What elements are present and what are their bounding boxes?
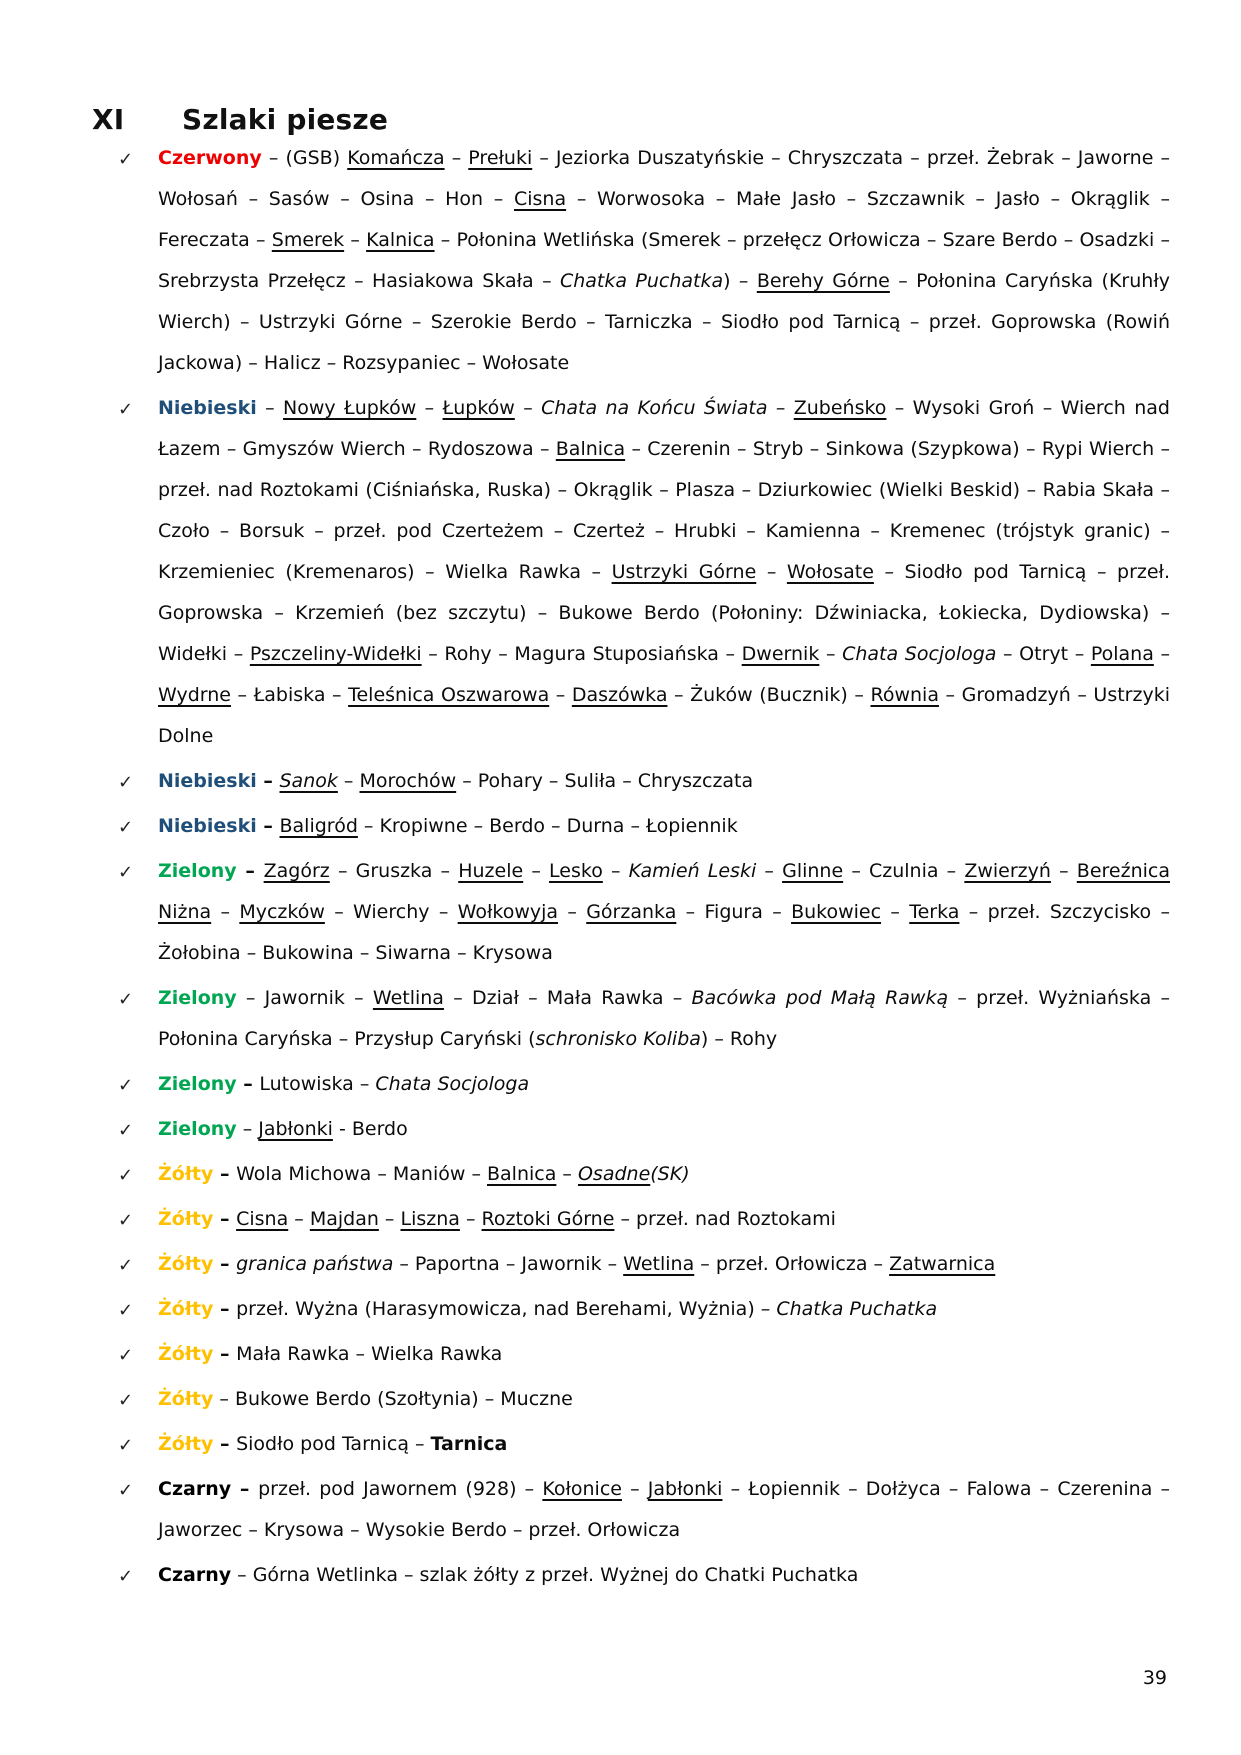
checkmark-icon: ✓ xyxy=(118,1566,134,1587)
checkmark-icon: ✓ xyxy=(118,1120,134,1141)
trail-text: przeł. pod Jawornem (928) – xyxy=(258,1478,543,1500)
place-name: Morochów xyxy=(359,770,457,792)
place-name: Terka xyxy=(909,901,960,923)
trail-text: – xyxy=(514,397,542,419)
trail-text: – xyxy=(558,901,587,923)
trail-color-label: Niebieski xyxy=(158,815,257,837)
place-name: Jabłonki xyxy=(647,1478,723,1500)
trail-color-label: Zielony xyxy=(158,860,237,882)
trail-item xyxy=(118,1244,1170,1285)
trail-text: – przeł. nad Roztokami xyxy=(614,1208,836,1230)
checkmark-icon: ✓ xyxy=(118,1210,134,1231)
trail-text: – xyxy=(236,1118,259,1140)
trail-item xyxy=(118,851,1170,974)
trail-text: – xyxy=(236,1073,260,1095)
checkmark-icon: ✓ xyxy=(118,1300,134,1321)
trail-item xyxy=(118,1289,1170,1330)
section-number: XI xyxy=(92,102,125,136)
trail-item xyxy=(118,138,1171,384)
trail-text: – xyxy=(767,397,794,419)
place-name: Wetlina xyxy=(623,1253,695,1275)
trail-text: – Połonina Caryńska (Kruhły Wierch) – Ustrzyki Górne – Szerokie Berdo – Tarniczka – Siodło pod Tarnicą – przeł. Goprowska (Rowiń Jackowa) – Halicz – Rozsypaniec – Wołosate xyxy=(158,270,1170,374)
trail-color-label: Zielony xyxy=(158,987,237,1009)
trail-text: – Gromadzyń – Ustrzyki Dolne xyxy=(158,684,1170,747)
place-name: Nowy Łupków xyxy=(283,397,417,419)
trail-item xyxy=(118,1424,1170,1465)
trail-item xyxy=(118,978,1170,1060)
trail-text: – Pohary – Suliła – Chryszczata xyxy=(456,770,754,792)
trail-text: – xyxy=(213,1343,237,1365)
trail-text: – Paportna – Jawornik – xyxy=(393,1253,624,1275)
checkmark-icon: ✓ xyxy=(118,1075,134,1096)
trail-text: – Czerenin – Stryb – Sinkowa (Szypkowa) – Rypi Wierch – przeł. nad Roztokami (Ciśniańska, Ruska) – Okrąglik – Plasza – Dziurkowiec (Wielki Beskid) – Rabia Skała – Czoło – Borsuk – przeł. pod Czerteżem – Czerteż – Hrubki – Kamienna – Kremenec (trójstyk granic) – Krzemieniec (Kremenaros) – Wielka Rawka – xyxy=(158,438,1170,583)
trail-text: – Figura – xyxy=(676,901,792,923)
trail-text: – xyxy=(378,1208,401,1230)
trail-text: – przeł. Szczycisko – Żołobina – Bukowina – Siwarna – Krysowa xyxy=(158,901,1170,964)
trail-color-label: Zielony xyxy=(158,1118,237,1140)
place-name: Pszczeliny-Widełki xyxy=(249,643,422,665)
trail-color-label: Żółty xyxy=(158,1163,214,1185)
trail-color-label: Żółty xyxy=(158,1208,214,1230)
trail-color-label: Czarny xyxy=(158,1564,232,1586)
trail-text: – Bukowe Berdo (Szołtynia) – Muczne xyxy=(213,1388,573,1410)
trail-text: – xyxy=(523,860,550,882)
trail-text: – Jeziorka Duszatyńskie – Chryszczata – przeł. Żebrak – Jaworne – Wołosań – Sasów – Osina – Hon – xyxy=(158,147,1171,210)
place-name: Smerek xyxy=(271,229,345,251)
trail-color-label: Żółty xyxy=(158,1343,214,1365)
trail-text: – xyxy=(213,1298,237,1320)
place-name: Bukowiec xyxy=(791,901,882,923)
trail-text: – xyxy=(231,1478,259,1500)
checkmark-icon: ✓ xyxy=(118,989,134,1010)
trail-item xyxy=(118,1555,1170,1596)
trail-text: – xyxy=(236,860,264,882)
trail-text: – przeł. Wyżniańska – Połonina Caryńska – Przysłup Caryński ( xyxy=(158,987,1170,1050)
checkmark-icon: ✓ xyxy=(118,772,134,793)
page-number: 39 xyxy=(1142,1667,1167,1689)
place-name: Jabłonki xyxy=(258,1118,333,1140)
trail-text: Wola Michowa – Maniów – xyxy=(236,1163,487,1185)
checkmark-icon: ✓ xyxy=(118,1255,134,1276)
place-name: Osadne xyxy=(577,1163,651,1185)
trail-text: – Otryt – xyxy=(996,643,1091,665)
place-name: Cisna xyxy=(236,1208,289,1230)
place-name: Lesko xyxy=(549,860,603,882)
trail-text: – Worwosoka – Małe Jasło – Szczawnik – Jasło – Okrąglik – Fereczata – xyxy=(158,188,1170,251)
place-name: Glinne xyxy=(782,860,844,882)
trail-text: – xyxy=(256,770,280,792)
trail-text: – Górna Wetlinka – szlak żółty z przeł. Wyżnej do Chatki Puchatka xyxy=(231,1564,859,1586)
place-name: Huzele xyxy=(458,860,524,882)
checkmark-icon: ✓ xyxy=(118,1480,134,1501)
trail-text: – xyxy=(256,397,284,419)
trail-text: Chata na Końcu Świata xyxy=(541,397,768,419)
trail-text: – xyxy=(602,860,629,882)
place-name: Baligród xyxy=(279,815,358,837)
checkmark-icon: ✓ xyxy=(118,1165,134,1186)
place-name: Dwernik xyxy=(741,643,820,665)
trail-text: – xyxy=(819,643,843,665)
trail-color-label: Czarny xyxy=(158,1478,232,1500)
trail-text: – xyxy=(213,1208,237,1230)
checkmark-icon: ✓ xyxy=(118,399,134,420)
place-name: Zwierzyń xyxy=(964,860,1051,882)
trail-text: – (GSB) xyxy=(261,147,348,169)
trail-text: Chata Socjologa xyxy=(842,643,997,665)
section-title: Szlaki piesze xyxy=(182,102,389,136)
checkmark-icon: ✓ xyxy=(118,149,134,170)
trail-text: – Żuków (Bucznik) – xyxy=(667,684,871,706)
place-name: Wołkowyja xyxy=(457,901,559,923)
trail-item xyxy=(118,1109,1170,1150)
place-name: Zagórz xyxy=(263,860,330,882)
place-name: Majdan xyxy=(309,1208,379,1230)
trail-text: – xyxy=(549,684,572,706)
place-name: Daszówka xyxy=(571,684,668,706)
trail-text: Kamień Leski xyxy=(628,860,757,882)
trail-text: Tarnica xyxy=(430,1433,508,1455)
trail-text: Chatka Puchatka xyxy=(776,1298,938,1320)
trail-item xyxy=(118,1379,1170,1420)
trail-text: – Łopiennik – Dołżyca – Falowa – Czerenina – Jaworzec – Krysowa – Wysokie Berdo – przeł. Orłowicza xyxy=(158,1478,1170,1541)
trail-text: Chata Socjologa xyxy=(375,1073,530,1095)
trail-color-label: Żółty xyxy=(158,1433,214,1455)
trail-item xyxy=(118,806,1170,847)
trail-list xyxy=(118,138,1171,1600)
trail-text: – xyxy=(556,1163,578,1185)
place-name: Równia xyxy=(870,684,939,706)
place-name: Wołosate xyxy=(786,561,874,583)
trail-text: – xyxy=(416,397,443,419)
checkmark-icon: ✓ xyxy=(118,817,134,838)
trail-text: przeł. Wyżna (Harasymowicza, nad Berehami, Wyżnia) – xyxy=(236,1298,777,1320)
checkmark-icon: ✓ xyxy=(118,1390,134,1411)
trail-text: – xyxy=(211,901,240,923)
trail-text: – xyxy=(1153,643,1170,665)
place-name: Liszna xyxy=(400,1208,460,1230)
trail-item xyxy=(118,761,1170,802)
trail-text: (SK) xyxy=(650,1163,690,1185)
checkmark-icon: ✓ xyxy=(118,1435,134,1456)
trail-text: Chatka Puchatka xyxy=(559,270,724,292)
trail-text: – xyxy=(881,901,910,923)
place-name: Kołonice xyxy=(542,1478,622,1500)
trail-text: – xyxy=(444,147,469,169)
place-name: Zatwarnica xyxy=(889,1253,996,1275)
trail-item xyxy=(118,1154,1170,1195)
trail-text: – xyxy=(459,1208,482,1230)
place-name: Berehy Górne xyxy=(756,270,890,292)
trail-color-label: Niebieski xyxy=(158,397,257,419)
trail-text: – xyxy=(337,770,360,792)
trail-text: - Berdo xyxy=(332,1118,408,1140)
trail-text: – przeł. Orłowicza – xyxy=(694,1253,890,1275)
trail-text: – xyxy=(213,1253,237,1275)
place-name: Sanok xyxy=(279,770,338,792)
place-name: Łupków xyxy=(442,397,515,419)
trail-color-label: Żółty xyxy=(158,1388,214,1410)
trail-color-label: Zielony xyxy=(158,1073,237,1095)
trail-text: Lutowiska – xyxy=(259,1073,376,1095)
trail-text: Siodło pod Tarnicą – xyxy=(236,1433,431,1455)
trail-item xyxy=(118,1469,1170,1551)
trail-text: – Dział – Mała Rawka – xyxy=(443,987,692,1009)
trail-text: – Wierchy – xyxy=(324,901,458,923)
place-name: Bereźnica Niżna xyxy=(158,860,1170,923)
place-name: Balnica xyxy=(487,1163,557,1185)
trail-text: – xyxy=(1050,860,1077,882)
trail-item xyxy=(118,1334,1170,1375)
trail-text: – Wysoki Groń – Wierch nad Łazem – Gmyszów Wierch – Rydoszowa – xyxy=(158,397,1170,460)
place-name: Wydrne xyxy=(158,684,231,706)
page-title xyxy=(92,103,388,136)
checkmark-icon: ✓ xyxy=(118,862,134,883)
trail-text: schronisko Koliba xyxy=(535,1028,701,1050)
trail-text: Bacówka pod Małą Rawką xyxy=(691,987,949,1009)
place-name: Górzanka xyxy=(586,901,677,923)
place-name: Ustrzyki Górne xyxy=(611,561,757,583)
place-name: Cisna xyxy=(513,188,567,210)
trail-text: – Gruszka – xyxy=(329,860,459,882)
trail-text: – Jawornik – xyxy=(236,987,373,1009)
place-name: Kalnica xyxy=(366,229,435,251)
trail-text: – xyxy=(756,561,787,583)
trail-color-label: Niebieski xyxy=(158,770,257,792)
place-name: Roztoki Górne xyxy=(481,1208,615,1230)
place-name: Prełuki xyxy=(468,147,533,169)
trail-item xyxy=(118,1064,1170,1105)
trail-text: – Rohy – Magura Stuposiańska – xyxy=(421,643,742,665)
trail-text: – Siodło pod Tarnicą – przeł. Goprowska – Krzemień (bez szczytu) – Bukowe Berdo (Połoniny: Dźwiniacka, Łokiecka, Dydiowska) – Widełki – xyxy=(158,561,1170,665)
place-name: Komańcza xyxy=(347,147,445,169)
place-name: Balnica xyxy=(555,438,626,460)
trail-text: – Łabiska – xyxy=(230,684,349,706)
trail-text: ) – xyxy=(723,270,757,292)
trail-text: – Połonina Wetlińska (Smerek – przełęcz Orłowicza – Szare Berdo – Osadzki – Srebrzysta Przełęcz – Hasiakowa Skała – xyxy=(158,229,1170,292)
checkmark-icon: ✓ xyxy=(118,1345,134,1366)
trail-text: – Czulnia – xyxy=(843,860,965,882)
trail-text: – Kropiwne – Berdo – Durna – Łopiennik xyxy=(357,815,738,837)
trail-text: ) – Rohy xyxy=(700,1028,778,1050)
trail-text: – xyxy=(288,1208,310,1230)
trail-text: – xyxy=(344,229,367,251)
trail-text: – xyxy=(621,1478,648,1500)
trail-color-label: Czerwony xyxy=(158,147,262,169)
trail-text: – xyxy=(256,815,280,837)
trail-text: – xyxy=(213,1163,237,1185)
trail-text: Mała Rawka – Wielka Rawka xyxy=(236,1343,503,1365)
trail-color-label: Żółty xyxy=(158,1253,214,1275)
trail-item xyxy=(118,1199,1170,1240)
trail-item xyxy=(118,388,1170,757)
place-name: Wetlina xyxy=(372,987,444,1009)
trail-text: – xyxy=(756,860,783,882)
place-name: Myczków xyxy=(239,901,325,923)
place-name: Polana xyxy=(1090,643,1154,665)
trail-text: – xyxy=(213,1433,237,1455)
trail-color-label: Żółty xyxy=(158,1298,214,1320)
place-name: Zubeńsko xyxy=(793,397,887,419)
place-name: Teleśnica Oszwarowa xyxy=(348,684,550,706)
trail-text: granica państwa xyxy=(236,1253,394,1275)
